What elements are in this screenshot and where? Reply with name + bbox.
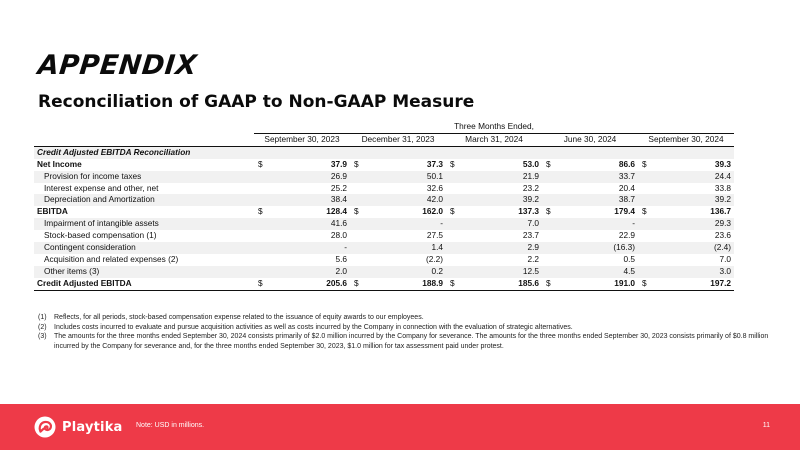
row-value: [446, 171, 542, 183]
table-row: [34, 254, 734, 266]
header-spacer: [34, 121, 254, 133]
row-label: Impairment of intangible assets: [34, 218, 254, 230]
page-number: 11: [762, 422, 770, 429]
currency-symbol: $: [450, 206, 455, 217]
period-header: December 31, 2023: [350, 133, 446, 146]
row-value: [638, 206, 734, 218]
footnote-number: (1): [38, 314, 47, 321]
row-value: [350, 230, 446, 242]
page-subtitle: Reconciliation of GAAP to Non-GAAP Measure: [38, 92, 475, 112]
row-value: [350, 206, 446, 218]
value-number: 28.0: [330, 230, 347, 241]
row-value: [638, 254, 734, 266]
currency-note: Note: USD in millions.: [136, 422, 205, 429]
value-number: (2.2): [425, 253, 443, 264]
row-value: [254, 206, 350, 218]
row-value: [350, 254, 446, 266]
period-header: September 30, 2024: [638, 133, 734, 146]
footnote: [38, 323, 778, 333]
row-value: [350, 159, 446, 171]
value-number: 50.1: [426, 170, 443, 181]
row-value: [446, 206, 542, 218]
row-value: [638, 159, 734, 171]
table-row: [34, 230, 734, 242]
footnote-number: (3): [38, 333, 47, 341]
row-value: [542, 254, 638, 266]
row-value: [446, 194, 542, 206]
value-number: 33.8: [714, 182, 732, 193]
value-number: 188.9: [422, 277, 443, 288]
table-row: [34, 183, 734, 195]
row-value: [350, 183, 446, 195]
table-row: [34, 266, 734, 278]
value-number: 27.5: [426, 230, 443, 241]
table-row: [34, 206, 734, 218]
value-number: 137.3: [518, 206, 539, 217]
value-number: 39.3: [714, 158, 732, 169]
value-number: (2.4): [713, 242, 732, 253]
value-number: (16.3): [613, 242, 635, 253]
page-title: APPENDIX: [36, 50, 199, 81]
reconciliation-table: [34, 121, 734, 291]
row-value: [254, 171, 350, 183]
value-number: 179.4: [614, 206, 635, 217]
row-value: [638, 218, 734, 230]
row-value: [446, 218, 542, 230]
footer-bar: [0, 404, 800, 450]
row-value: [542, 230, 638, 242]
footnote-text: Includes costs incurred to evaluate and pursue acquisition activities as well as costs incurred by the Company in connection with the evaluation of strategic alternatives.: [54, 323, 573, 331]
period-header: June 30, 2024: [542, 133, 638, 146]
currency-symbol: $: [642, 158, 647, 169]
currency-symbol: $: [354, 158, 359, 169]
value-number: 86.6: [618, 158, 635, 169]
value-number: 53.0: [522, 158, 539, 169]
row-value: [350, 171, 446, 183]
period-header-spacer: [34, 133, 254, 146]
currency-symbol: $: [546, 277, 551, 288]
footnote: [38, 332, 778, 351]
row-value: [446, 183, 542, 195]
row-value: [638, 242, 734, 254]
table-row: [34, 278, 734, 290]
row-value: [254, 266, 350, 278]
group-header-row: [34, 121, 734, 133]
value-number: 7.0: [719, 253, 732, 264]
row-value: [638, 183, 734, 195]
value-number: 205.6: [326, 277, 347, 288]
row-value: [446, 159, 542, 171]
row-value: [446, 254, 542, 266]
value-number: 3.0: [719, 265, 732, 276]
value-number: 25.2: [330, 182, 347, 193]
value-number: 41.6: [330, 218, 347, 229]
footnote: [38, 313, 778, 323]
value-number: 23.2: [522, 182, 539, 193]
value-number: 2.0: [335, 265, 347, 276]
row-value: [350, 278, 446, 290]
value-number: 38.7: [618, 194, 635, 205]
brand-logo: [34, 416, 123, 438]
row-value: [542, 206, 638, 218]
value-number: 26.9: [330, 170, 347, 181]
value-number: 22.9: [618, 230, 635, 241]
table-row: [34, 218, 734, 230]
value-number: -: [344, 242, 347, 253]
row-value: [542, 159, 638, 171]
playtika-logo-icon: [34, 416, 56, 438]
row-value: [254, 242, 350, 254]
value-number: 37.3: [426, 158, 443, 169]
table-row: [34, 194, 734, 206]
row-value: [254, 159, 350, 171]
value-number: 12.5: [522, 265, 539, 276]
row-value: [254, 278, 350, 290]
currency-symbol: $: [354, 206, 359, 217]
footnote-number: (2): [38, 323, 47, 331]
row-value: [350, 218, 446, 230]
footnote-text: The amounts for the three months ended September 30, 2024 consists primarily of $2.0 million incurred by the Company for severance. The amounts for the three months ended September 30, 2023 consists primarily of $0.8 million incurred by the Company for severance and, for the three months ended September 30, 2023, $1.0 million for tax assessment paid under protest.: [54, 333, 769, 350]
value-number: 4.5: [623, 265, 635, 276]
value-number: 37.9: [330, 158, 347, 169]
value-number: 32.6: [426, 182, 443, 193]
row-value: [254, 218, 350, 230]
currency-symbol: $: [546, 158, 551, 169]
row-value: [638, 194, 734, 206]
value-number: 128.4: [326, 206, 347, 217]
value-number: 39.2: [522, 194, 539, 205]
currency-symbol: $: [642, 277, 647, 288]
row-label: Stock-based compensation (1): [44, 230, 157, 241]
row-label: Contingent consideration: [34, 242, 254, 254]
row-value: [542, 194, 638, 206]
row-label: Interest expense and other, net: [44, 182, 159, 193]
row-label: EBITDA: [37, 206, 68, 217]
reconciliation-table-container: [34, 121, 734, 291]
row-value: [638, 266, 734, 278]
value-number: 162.0: [422, 206, 443, 217]
row-label: Net Income: [37, 158, 82, 169]
value-number: 0.2: [431, 265, 443, 276]
value-number: 136.7: [710, 206, 732, 217]
value-number: 2.9: [527, 242, 539, 253]
row-label: Provision for income taxes: [34, 171, 254, 183]
value-number: 1.4: [431, 242, 443, 253]
row-value: [638, 230, 734, 242]
row-label: Other items (3): [34, 266, 254, 278]
value-number: 5.6: [335, 253, 347, 264]
currency-symbol: $: [258, 277, 263, 288]
value-number: 185.6: [518, 277, 539, 288]
value-number: 29.3: [714, 218, 732, 229]
row-value: [446, 242, 542, 254]
currency-symbol: $: [546, 206, 551, 217]
currency-symbol: $: [450, 158, 455, 169]
row-value: [542, 242, 638, 254]
row-value: [638, 278, 734, 290]
period-header: March 31, 2024: [446, 133, 542, 146]
row-value: [638, 171, 734, 183]
value-number: 38.4: [330, 194, 347, 205]
currency-symbol: $: [642, 206, 647, 217]
brand-name: Playtika: [62, 419, 123, 435]
row-value: [542, 266, 638, 278]
value-number: 21.9: [522, 170, 539, 181]
table-row: [34, 171, 734, 183]
row-value: [254, 230, 350, 242]
value-number: 20.4: [618, 182, 635, 193]
currency-symbol: $: [450, 277, 455, 288]
row-value: [446, 266, 542, 278]
value-number: 24.4: [714, 170, 732, 181]
footnote-text: Reflects, for all periods, stock-based compensation expense related to the issuance of equity awards to our employees.: [54, 314, 424, 321]
row-value: [446, 230, 542, 242]
value-number: 39.2: [714, 194, 732, 205]
row-value: [254, 254, 350, 266]
row-label: Acquisition and related expenses (2): [44, 253, 179, 264]
row-value: [350, 194, 446, 206]
row-value: [542, 183, 638, 195]
row-value: [350, 242, 446, 254]
row-value: [542, 218, 638, 230]
currency-symbol: $: [258, 158, 263, 169]
value-number: 2.2: [527, 253, 539, 264]
value-number: 33.7: [618, 170, 635, 181]
value-number: 42.0: [426, 194, 443, 205]
row-value: [350, 266, 446, 278]
section-label: Credit Adjusted EBITDA Reconciliation: [34, 146, 734, 158]
row-value: [446, 278, 542, 290]
period-header-row: [34, 133, 734, 146]
group-header: Three Months Ended,: [254, 121, 734, 133]
period-header: September 30, 2023: [254, 133, 350, 146]
currency-symbol: $: [258, 206, 263, 217]
value-number: 191.0: [614, 277, 635, 288]
value-number: 23.7: [522, 230, 539, 241]
value-number: 197.2: [710, 277, 732, 288]
value-number: 23.6: [714, 230, 732, 241]
row-label: Credit Adjusted EBITDA: [34, 278, 254, 290]
value-number: -: [440, 218, 443, 229]
row-value: [542, 278, 638, 290]
value-number: 0.5: [623, 253, 635, 264]
value-number: -: [632, 218, 635, 229]
row-label: Depreciation and Amortization: [34, 194, 254, 206]
table-body: [34, 146, 734, 290]
row-value: [254, 183, 350, 195]
footnotes: [38, 313, 778, 351]
section-row: [34, 146, 734, 158]
currency-symbol: $: [354, 277, 359, 288]
value-number: 7.0: [527, 218, 539, 229]
table-row: [34, 159, 734, 171]
row-value: [254, 194, 350, 206]
row-value: [542, 171, 638, 183]
table-row: [34, 242, 734, 254]
